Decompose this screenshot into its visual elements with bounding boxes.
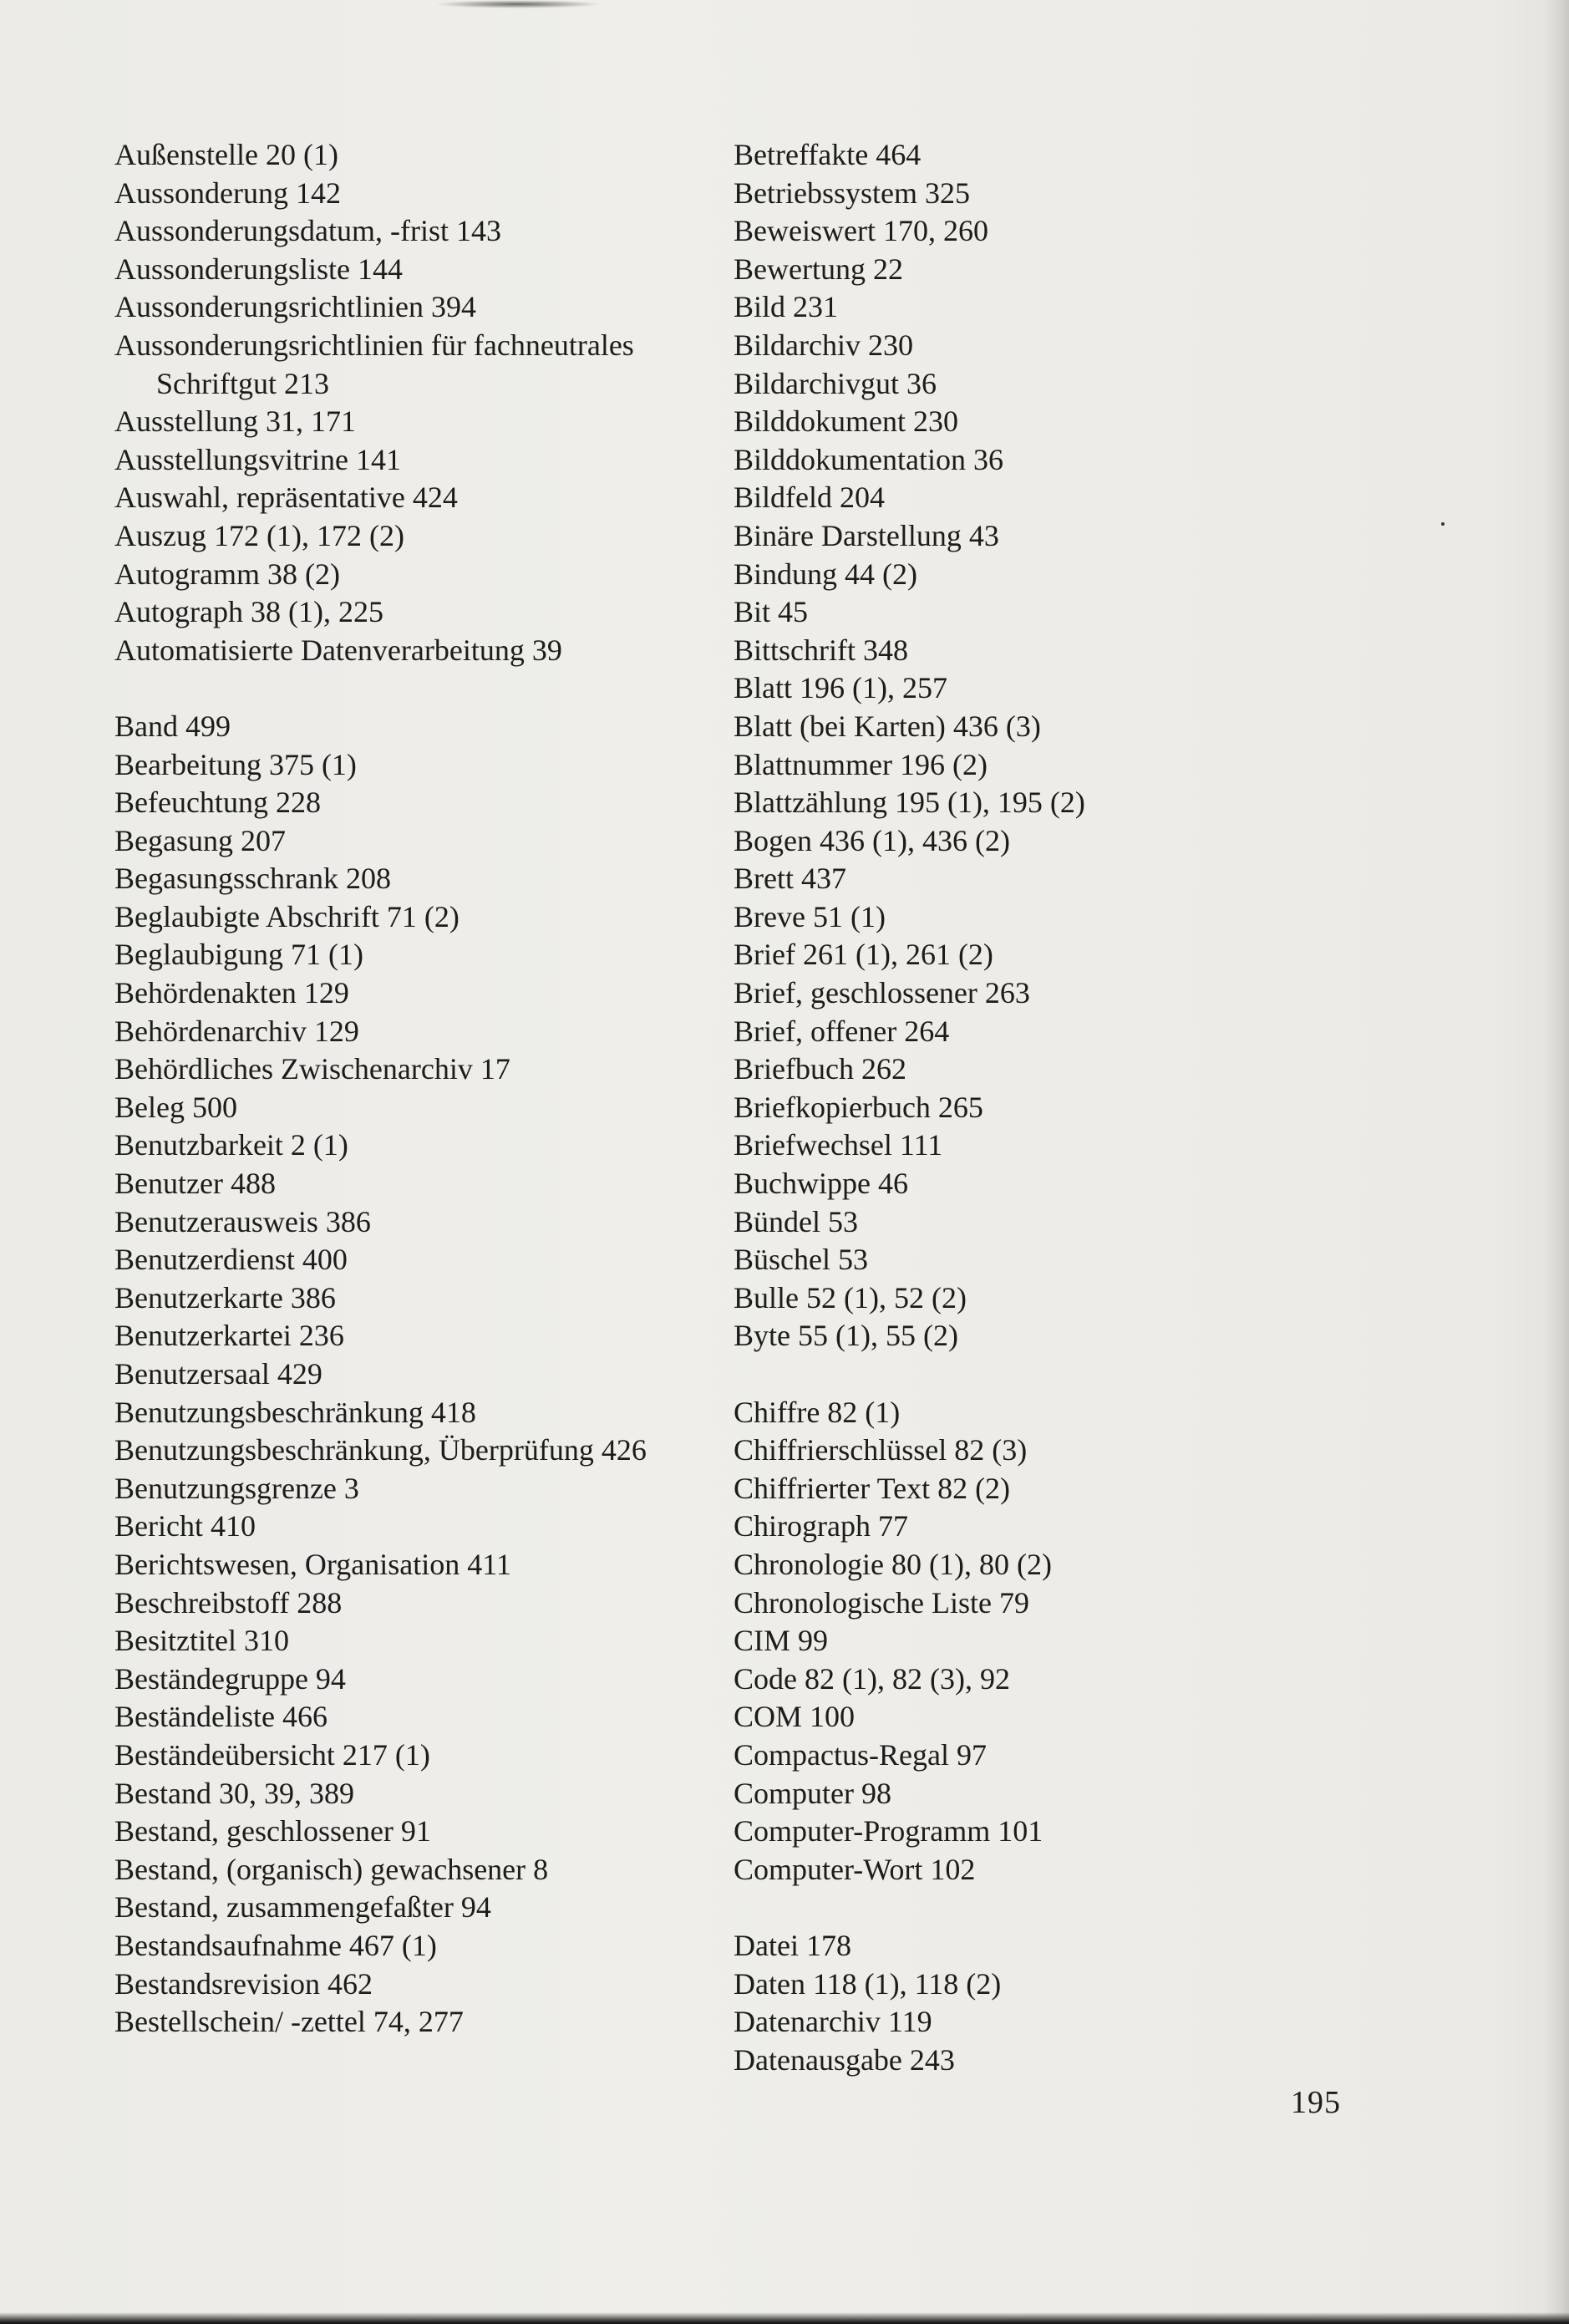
index-entry: Auszug 172 (1), 172 (2) [114, 518, 404, 552]
index-entry: Bestand 30, 39, 389 [114, 1776, 354, 1810]
index-entry: Blatt 196 (1), 257 [734, 671, 947, 705]
index-entry: Chirograph 77 [734, 1509, 908, 1543]
index-entry: Besitztitel 310 [114, 1624, 289, 1658]
index-entry: COM 100 [734, 1700, 856, 1734]
index-entry: Daten 118 (1), 118 (2) [734, 1966, 1002, 2001]
index-entry: Befeuchtung 228 [114, 786, 321, 820]
index-entry: Auswahl, repräsentative 424 [114, 481, 458, 515]
index-entry: Chiffrierter Text 82 (2) [734, 1471, 1011, 1505]
index-entry: Bearbeitung 375 (1) [114, 747, 357, 781]
index-entry: Brief 261 (1), 261 (2) [734, 938, 993, 972]
section-spacer [734, 1889, 1368, 1927]
index-entry: Aussonderungsrichtlinien 394 [114, 290, 476, 324]
index-entry: Datenarchiv 119 [734, 2005, 932, 2039]
scan-shadow [434, 0, 602, 8]
index-entry: Bittschrift 348 [734, 633, 908, 667]
index-entry: Blattnummer 196 (2) [734, 747, 988, 781]
index-entry: Bestandsaufnahme 467 (1) [114, 1928, 437, 1962]
index-entry: Chronologie 80 (1), 80 (2) [734, 1547, 1052, 1581]
index-entry: Betreffakte 464 [734, 138, 922, 171]
index-column-right [734, 136, 1368, 2079]
index-entry: Beständegruppe 94 [114, 1661, 346, 1696]
index-entry: Benutzungsbeschränkung, Überprüfung 426 [114, 1433, 647, 1467]
index-entry: Bildarchiv 230 [734, 328, 913, 362]
index-entry: Binäre Darstellung 43 [734, 518, 999, 552]
index-entry: Autograph 38 (1), 225 [114, 595, 383, 629]
index-entry: Bildfeld 204 [734, 481, 885, 515]
index-entry-continuation: Schriftgut 213 [156, 366, 329, 400]
index-entry: Benutzersaal 429 [114, 1357, 322, 1391]
section-spacer [114, 669, 733, 708]
index-entry: Computer-Wort 102 [734, 1852, 976, 1886]
index-entry: Breve 51 (1) [734, 899, 886, 933]
index-entry: Büschel 53 [734, 1243, 868, 1277]
index-entry: Chiffre 82 (1) [734, 1395, 901, 1429]
index-entry: Behördenakten 129 [114, 976, 349, 1010]
index-entry: Chiffrierschlüssel 82 (3) [734, 1433, 1028, 1467]
index-entry: Betriebssystem 325 [734, 175, 970, 210]
index-entry: Bogen 436 (1), 436 (2) [734, 823, 1010, 857]
index-entry: Blattzählung 195 (1), 195 (2) [734, 786, 1085, 820]
index-entry: Begasungsschrank 208 [114, 862, 391, 896]
index-entry: Beständeliste 466 [114, 1700, 328, 1734]
index-entry: Benutzer 488 [114, 1167, 276, 1201]
index-entry: Briefwechsel 111 [734, 1128, 943, 1162]
index-entry: Bild 231 [734, 290, 839, 324]
index-entry: Berichtswesen, Organisation 411 [114, 1547, 511, 1581]
index-entry: Computer 98 [734, 1776, 891, 1810]
index-entry: Datenausgabe 243 [734, 2042, 955, 2077]
index-entry: Aussonderungsdatum, -frist 143 [114, 214, 501, 248]
index-entry: Behördliches Zwischenarchiv 17 [114, 1052, 510, 1086]
index-column-left [114, 136, 733, 2042]
index-entry: Beweiswert 170, 260 [734, 214, 988, 248]
index-entry: Briefkopierbuch 265 [734, 1090, 983, 1124]
index-entry: Ausstellung 31, 171 [114, 404, 357, 439]
index-entry: Bulle 52 (1), 52 (2) [734, 1280, 967, 1315]
index-entry: Blatt (bei Karten) 436 (3) [734, 709, 1041, 743]
index-entry: Brief, offener 264 [734, 1014, 950, 1048]
scan-bottom-edge [0, 2312, 1569, 2324]
index-entry: Bindung 44 (2) [734, 557, 917, 591]
index-entry: Benutzungsgrenze 3 [114, 1471, 359, 1505]
page-number: 195 [1291, 2085, 1341, 2120]
index-entry: Bilddokumentation 36 [734, 442, 1003, 476]
index-entry: Aussonderung 142 [114, 175, 341, 210]
index-entry: Byte 55 (1), 55 (2) [734, 1319, 958, 1353]
index-entry: Begasung 207 [114, 823, 286, 857]
index-entry: CIM 99 [734, 1624, 829, 1658]
index-entry: Code 82 (1), 82 (3), 92 [734, 1661, 1010, 1696]
index-entry: Bestand, zusammengefaßter 94 [114, 1890, 491, 1925]
index-entry: Computer-Programm 101 [734, 1814, 1043, 1849]
ink-speck [1441, 522, 1445, 526]
index-entry: Bestand, (organisch) gewachsener 8 [114, 1852, 549, 1886]
index-entry: Beglaubigung 71 (1) [114, 938, 363, 972]
index-entry: Benutzerausweis 386 [114, 1204, 371, 1238]
index-entry: Bestand, geschlossener 91 [114, 1814, 431, 1849]
index-entry: Bilddokument 230 [734, 404, 958, 439]
index-entry: Bündel 53 [734, 1204, 858, 1238]
index-entry: Automatisierte Datenverarbeitung 39 [114, 633, 562, 667]
index-entry: Bestandsrevision 462 [114, 1966, 373, 2001]
index-entry: Benutzungsbeschränkung 418 [114, 1395, 476, 1429]
index-entry: Beleg 500 [114, 1090, 237, 1124]
index-entry: Benutzerkarte 386 [114, 1280, 336, 1315]
index-entry: Bewertung 22 [734, 252, 903, 286]
index-entry: Band 499 [114, 709, 231, 743]
index-entry: Beschreibstoff 288 [114, 1585, 343, 1620]
index-entry: Briefbuch 262 [734, 1052, 906, 1086]
index-entry: Beständeübersicht 217 (1) [114, 1737, 430, 1772]
index-entry: Ausstellungsvitrine 141 [114, 442, 401, 476]
index-entry: Behördenarchiv 129 [114, 1014, 359, 1048]
index-entry: Benutzbarkeit 2 (1) [114, 1128, 348, 1162]
page-edge-shading [1544, 0, 1569, 2324]
index-entry: Benutzerkartei 236 [114, 1319, 344, 1353]
index-entry: Beglaubigte Abschrift 71 (2) [114, 899, 460, 933]
index-entry: Buchwippe 46 [734, 1167, 908, 1201]
index-entry: Chronologische Liste 79 [734, 1585, 1029, 1620]
section-spacer [734, 1355, 1368, 1394]
index-entry: Benutzerdienst 400 [114, 1243, 348, 1277]
index-entry: Autogramm 38 (2) [114, 557, 340, 591]
index-entry: Brief, geschlossener 263 [734, 976, 1030, 1010]
index-entry: Datei 178 [734, 1928, 851, 1962]
index-entry: Aussonderungsrichtlinien für fachneutrales [114, 328, 634, 362]
index-entry: Bestellschein/ -zettel 74, 277 [114, 2005, 464, 2039]
index-entry: Aussonderungsliste 144 [114, 252, 403, 286]
index-entry: Compactus-Regal 97 [734, 1737, 987, 1772]
index-entry: Brett 437 [734, 862, 846, 896]
index-entry: Außenstelle 20 (1) [114, 138, 338, 171]
index-entry: Bildarchivgut 36 [734, 366, 937, 400]
index-entry: Bericht 410 [114, 1509, 256, 1543]
index-entry: Bit 45 [734, 595, 809, 629]
